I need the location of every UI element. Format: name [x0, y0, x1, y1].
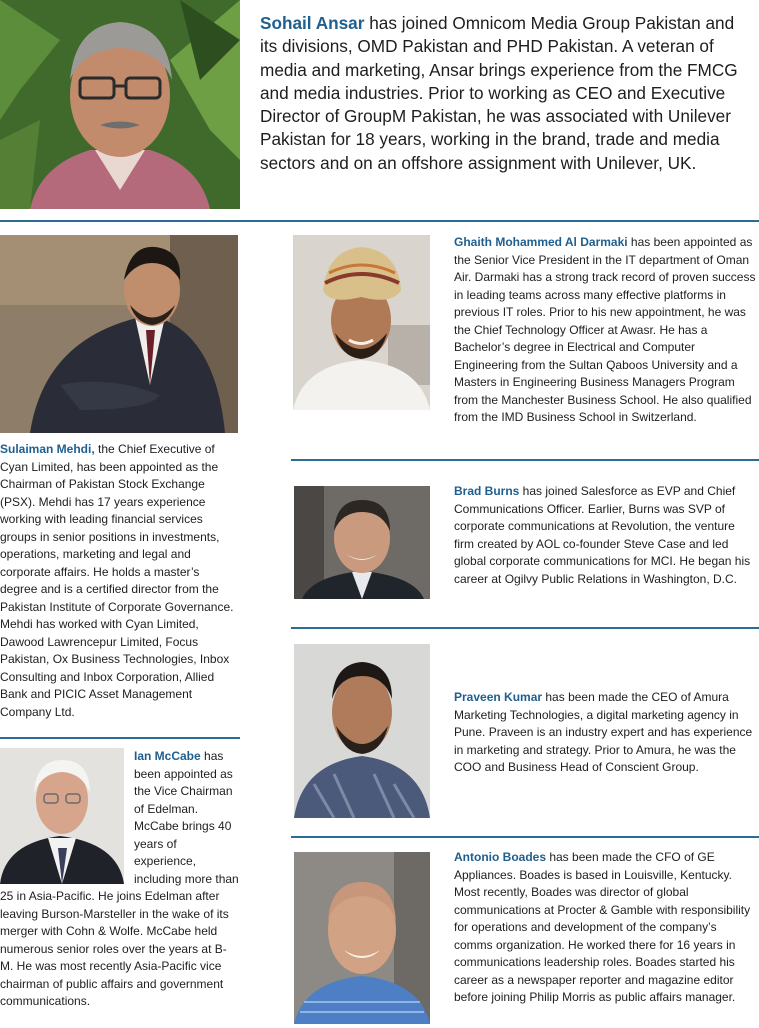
bio-ghaith-al-darmaki: has been appointed as the Senior Vice President in the IT department of Oman Air. Darmaki has a strong track record of proven success in leading teams across many effective platforms in previous IT roles. Prior to his new appointment, he was the Chief Technology Officer at Awasr. He has a Bachelor’s degree in Electrical and Computer Engineering from the Sultan Qaboos University and a Masters in Engineering Business Managers Program from the Manchester Business School. He also qualified from the IMD Business School in Switzerland.: [454, 235, 756, 424]
profile-praveen-kumar: [454, 689, 756, 777]
name-antonio-boades: Antonio Boades: [454, 850, 546, 864]
bio-brad-burns: has joined Salesforce as EVP and Chief Communications Officer. Earlier, Burns was SVP of corporate communications at Revolution, the venture firm created by AOL co-founder Steve Case and led global corporate communications for MCI. He began his career at Ogilvy Public Relations in Washington, D.C.: [454, 484, 751, 586]
name-ghaith-al-darmaki: Ghaith Mohammed Al Darmaki: [454, 235, 628, 249]
name-praveen-kumar: Praveen Kumar: [454, 690, 543, 704]
bio-ian-mccabe: has been appointed as the Vice Chairman of Edelman. McCabe brings 40 years of experience, including more than 25 in Asia-Pacific. He joins Edelman after leaving Burson-Marsteller in the wake of its merger with Cohn & Wolfe. McCabe held numerous senior roles over the years at B-M. He was most recently Asia-Pacific vice chairman of public affairs and government communications.: [0, 749, 239, 1008]
divider-right-1: [291, 459, 759, 461]
name-sohail-ansar: Sohail Ansar: [260, 13, 365, 33]
profile-antonio-boades: [454, 849, 756, 1007]
name-ian-mccabe: Ian McCabe: [134, 749, 201, 763]
bio-sohail-ansar: has joined Omnicom Media Group Pakistan and its divisions, OMD Pakistan and PHD Pakistan. A veteran of media and marketing, Ansar brings experience from the FMCG and media industries. Prior to working as CEO and Executive Director of GroupM Pakistan, he was associated with Unilever Pakistan for 18 years, working in the brand, trade and media sectors and on an offshore assignment with Unilever, UK.: [260, 13, 738, 173]
photo-praveen-kumar: [294, 644, 430, 818]
photo-ghaith-al-darmaki: [293, 235, 430, 410]
photo-sohail-ansar: [0, 0, 240, 209]
bio-praveen-kumar: has been made the CEO of Amura Marketing Technologies, a digital marketing agency in Pune. Praveen is an industry expert and has experience in marketing and strategy. Prior to Amura, he was the COO and Business Head of Conscient Group.: [454, 690, 753, 774]
profile-ghaith-al-darmaki: [454, 234, 756, 427]
photo-brad-burns: [294, 486, 430, 599]
divider-right-3: [291, 836, 759, 838]
photo-ian-mccabe: [0, 748, 124, 884]
bio-antonio-boades: has been made the CFO of GE Appliances. Boades is based in Louisville, Kentucky. Most recently, Boades was director of global communications at Procter & Gamble with responsibility for operations and development of the company’s comms organization. He worked there for 16 years in communications leadership roles. Boades started his career as a newspaper reporter and magazine editor before joining Philip Morris as public affairs manager.: [454, 850, 751, 1004]
photo-sulaiman-mehdi: [0, 235, 238, 433]
profile-sohail-ansar: [260, 12, 752, 175]
divider-left: [0, 737, 240, 739]
name-brad-burns: Brad Burns: [454, 484, 520, 498]
divider-top: [0, 220, 759, 222]
divider-right-2: [291, 627, 759, 629]
profile-brad-burns: [454, 483, 756, 588]
bio-sulaiman-mehdi: the Chief Executive of Cyan Limited, has been appointed as the Chairman of Pakistan Stock Exchange (PSX). Mehdi has 17 years experience working with leading financial services groups in senior positions in investments, operations, marketing and legal and corporate affairs. He holds a master’s degree and is a certified director from the Pakistan Institute of Corporate Governance. Mehdi has worked with Cyan Limited, Dawood Lawrencepur Limited, Focus Pakistan, Ox Business Technologies, Inbox Consulting and Inbox Corporation, Allied Bank and PICIC Asset Management Company Ltd.: [0, 442, 234, 719]
profile-ian-mccabe: [0, 748, 240, 1011]
profile-sulaiman-mehdi: [0, 441, 240, 721]
name-sulaiman-mehdi: Sulaiman Mehdi,: [0, 442, 95, 456]
photo-antonio-boades: [294, 852, 430, 1024]
